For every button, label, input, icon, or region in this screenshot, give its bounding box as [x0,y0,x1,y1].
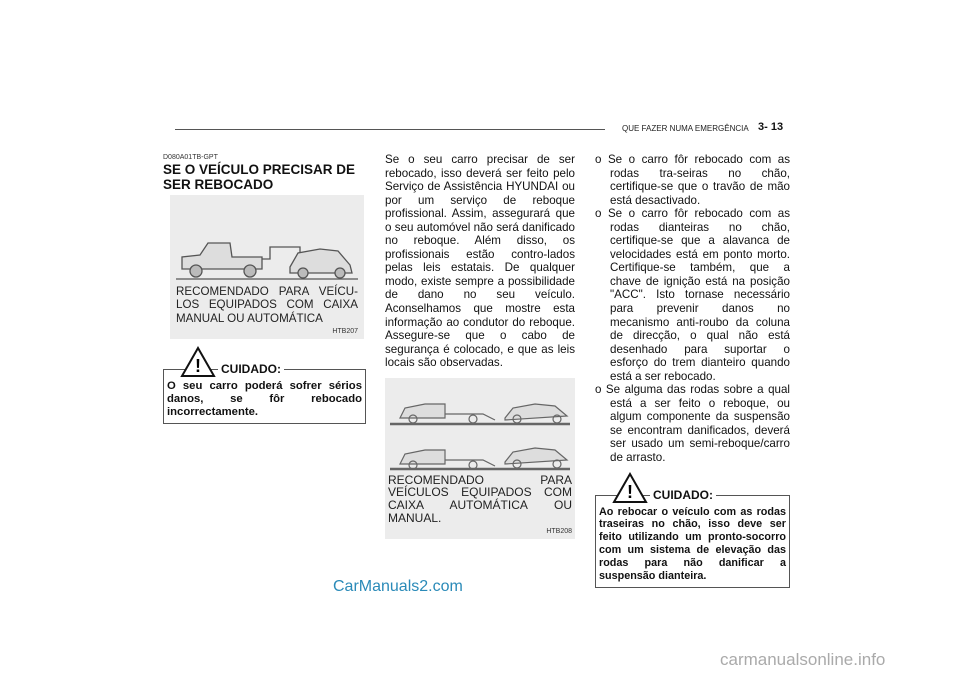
towing-paragraph: Se o seu carro precisar de ser rebocado, isso deverá ser feito pelo Serviço de Assistência HYUNDAI ou por um serviço de reboque profissional. Assim, assegurará que o seu automóvel não será danificado no reboque. Além disso, os profissionais estão contro-lados pelas leis estatais. De qualquer modo, existe sempre a possibilidade de dano no seu veículo. Aconselhamos que mostre esta informação ao condutor do reboque. Assegure-se que o cabo de segurança é colocado, e que as leis locais são observadas. [385,153,575,370]
figure-caption: RECOMENDADO PARA VEÍCULOS EQUIPADOS COM CAIXA AUTOMÁTICA OU MANUAL. [388,472,572,525]
list-item: o Se o carro fôr rebocado com as rodas dianteiras no chão, certifique-se que a alavanca de velocidades está em ponto morto. Certifique-se também, que a chave de ignição está na posição "ACC". Isto tornase necessário para prevenir danos no mecanismo anti-roubo da coluna de direcção, o qual não está desenhado para suportar o esforço do trem dianteiro quando está a ser rebocado. [595,207,790,383]
list-item: o Se o carro fôr rebocado com as rodas tra-seiras no chão, certifique-se que o travão de mão está desactivado. [595,153,790,207]
caution-title: CUIDADO: [650,488,716,502]
caution-text: O seu carro poderá sofrer sérios danos, se fôr rebocado incorrectamente. [167,379,362,418]
caution-box [595,481,790,588]
page-title: SE O VEÍCULO PRECISAR DE SER REBOCADO [163,162,356,192]
watermark-text: carmanualsonline.info [720,650,886,669]
pickup-towing-car-illustration [176,229,358,285]
towing-figure-1 [170,195,364,339]
caution-box [163,355,366,424]
figure-code: HTB208 [546,527,572,535]
right-column [595,153,790,588]
page-number: 3- 13 [758,121,784,133]
section-title: QUE FAZER NUMA EMERGÊNCIA [622,124,749,133]
figure-caption: RECOMENDADO PARA VEÍCU-LOS EQUIPADOS COM CAIXA MANUAL OU AUTOMÁTICA [176,285,358,325]
header-rule [175,129,605,130]
towing-instructions-list [595,153,790,465]
figure-code: HTB207 [332,327,358,335]
left-column [163,153,366,424]
middle-column [385,153,575,539]
warning-triangle-icon [612,472,648,504]
tow-truck-illustration [388,382,572,474]
towing-figure-2 [385,378,575,539]
watermark-link[interactable]: CarManuals2.com [333,578,463,595]
list-item: o Se alguma das rodas sobre a qual está a ser feito o reboque, ou algum componente da suspensão se encontram danificados, deverá ser usado um semi-reboque/carro de arrasto. [595,383,790,465]
caution-text: Ao rebocar o veículo com as rodas traseiras no chão, isso deve ser feito utilizando um pronto-socorro com um sistema de elevação das rodas para não danificar a suspensão dianteira. [599,505,786,583]
section-code: D080A01TB-GPT [163,154,218,161]
svg-text:!: ! [195,355,201,376]
warning-triangle-icon [180,346,216,378]
svg-text:!: ! [627,481,633,502]
caution-title: CUIDADO: [218,362,284,376]
